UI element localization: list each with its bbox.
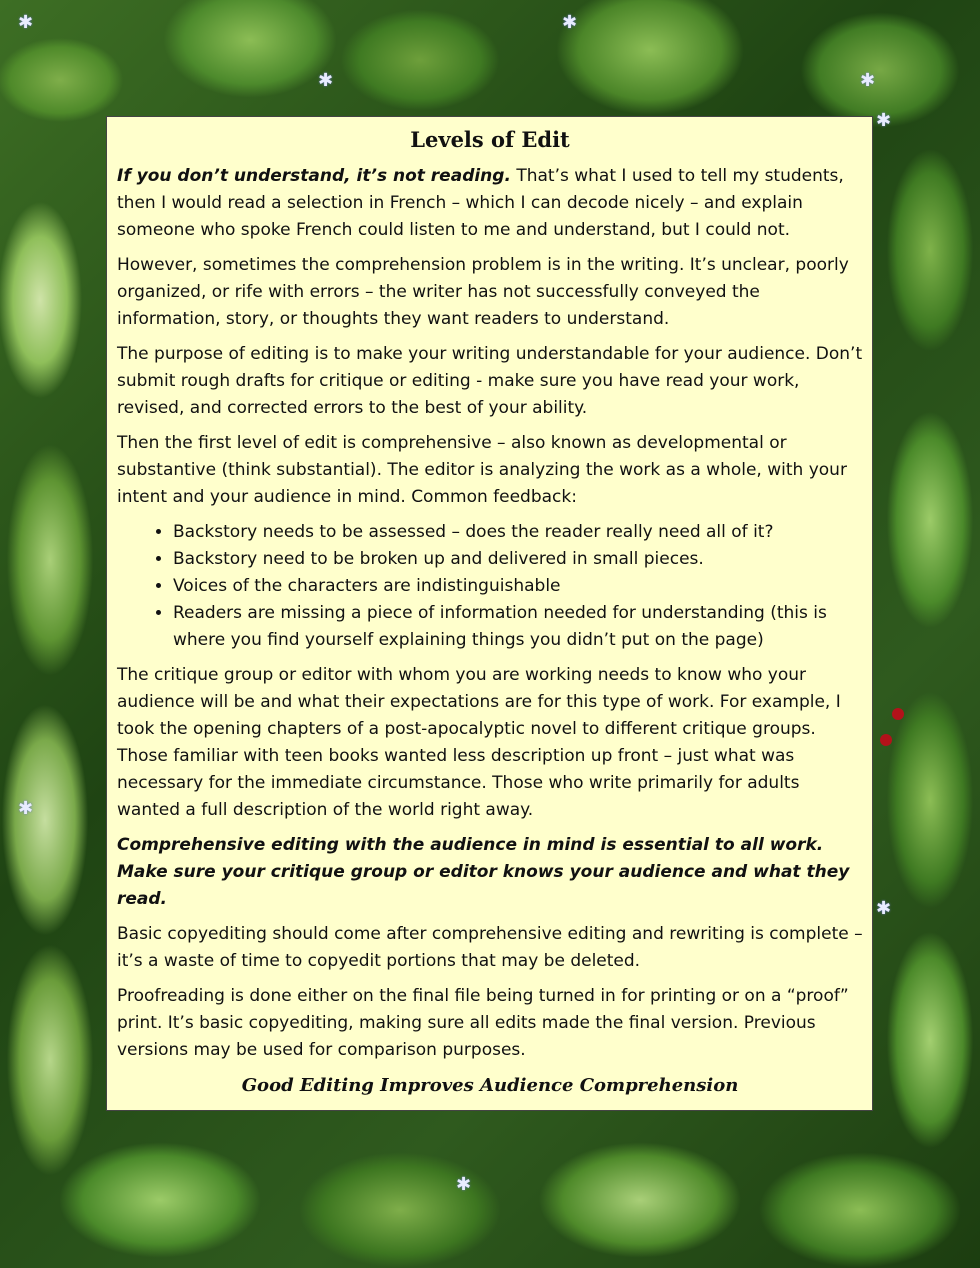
- red-flower-icon: [880, 734, 892, 746]
- first-level-paragraph: Then the first level of edit is comprehensive – also known as developmental or substantive (think substantial). The editor is analyzing the work as a whole, with your intent and your audience in mind. Common feedback:: [117, 433, 847, 507]
- list-item: • Backstory needs to be assessed – does the reader really need all of it?: [173, 519, 863, 546]
- flower-icon: ✱: [876, 898, 892, 919]
- flower-icon: ✱: [18, 798, 34, 819]
- copyediting-paragraph: Basic copyediting should come after comprehensive editing and rewriting is complete – it’s a waste of time to copyedit portions that may be deleted.: [117, 924, 863, 971]
- footer-tagline: Good Editing Improves Audience Comprehension: [241, 1075, 739, 1096]
- intro-lead: If you don’t understand, it’s not reading.: [117, 166, 511, 186]
- flower-icon: ✱: [318, 70, 334, 91]
- purpose-paragraph: The purpose of editing is to make your writing understandable for your audience. Don’t submit rough drafts for critique or editing - make sure you have read your work, revised, and corrected errors to the best of your ability.: [117, 344, 863, 418]
- audience-paragraph: The critique group or editor with whom you are working needs to know who your audience will be and what their expectations are for this type of work. For example, I took the opening chapters of a post-apocalyptic novel to different critique groups. Those familiar with teen books wanted less description up front – just what was necessary for the immediate circumstance. Those who write primarily for adults wanted a full description of the world right away.: [117, 665, 841, 820]
- list-item: • Voices of the characters are indistinguishable: [173, 573, 863, 600]
- intro-rest: That’s what I used to tell my students, then I would read a selection in French – which I can decode nicely – and explain someone who spoke French could listen to me and understand, but I could not.: [117, 166, 844, 240]
- key-point-paragraph: Comprehensive editing with the audience in mind is essential to all work. Make sure your critique group or editor knows your audience and what they read.: [117, 835, 850, 909]
- flower-icon: ✱: [860, 70, 876, 91]
- flower-icon: ✱: [18, 12, 34, 33]
- flower-icon: ✱: [456, 1174, 472, 1195]
- proofreading-paragraph: Proofreading is done either on the final file being turned in for printing or on a “proof” print. It’s basic copyediting, making sure all edits made the final version. Previous versions may be used for comparison purposes.: [117, 986, 849, 1060]
- content-panel: [106, 116, 873, 1111]
- intro-paragraph: [117, 163, 863, 244]
- list-item: • Readers are missing a piece of information needed for understanding (this is where you find yourself explaining things you didn’t put on the page): [173, 600, 863, 654]
- feedback-list: [117, 519, 863, 654]
- page-title: Levels of Edit: [410, 127, 570, 152]
- comprehension-paragraph: However, sometimes the comprehension problem is in the writing. It’s unclear, poorly organized, or rife with errors – the writer has not successfully conveyed the information, story, or thoughts they want readers to understand.: [117, 255, 849, 329]
- flower-icon: ✱: [562, 12, 578, 33]
- red-flower-icon: [892, 708, 904, 720]
- flower-icon: ✱: [876, 110, 892, 131]
- list-item: • Backstory need to be broken up and delivered in small pieces.: [173, 546, 863, 573]
